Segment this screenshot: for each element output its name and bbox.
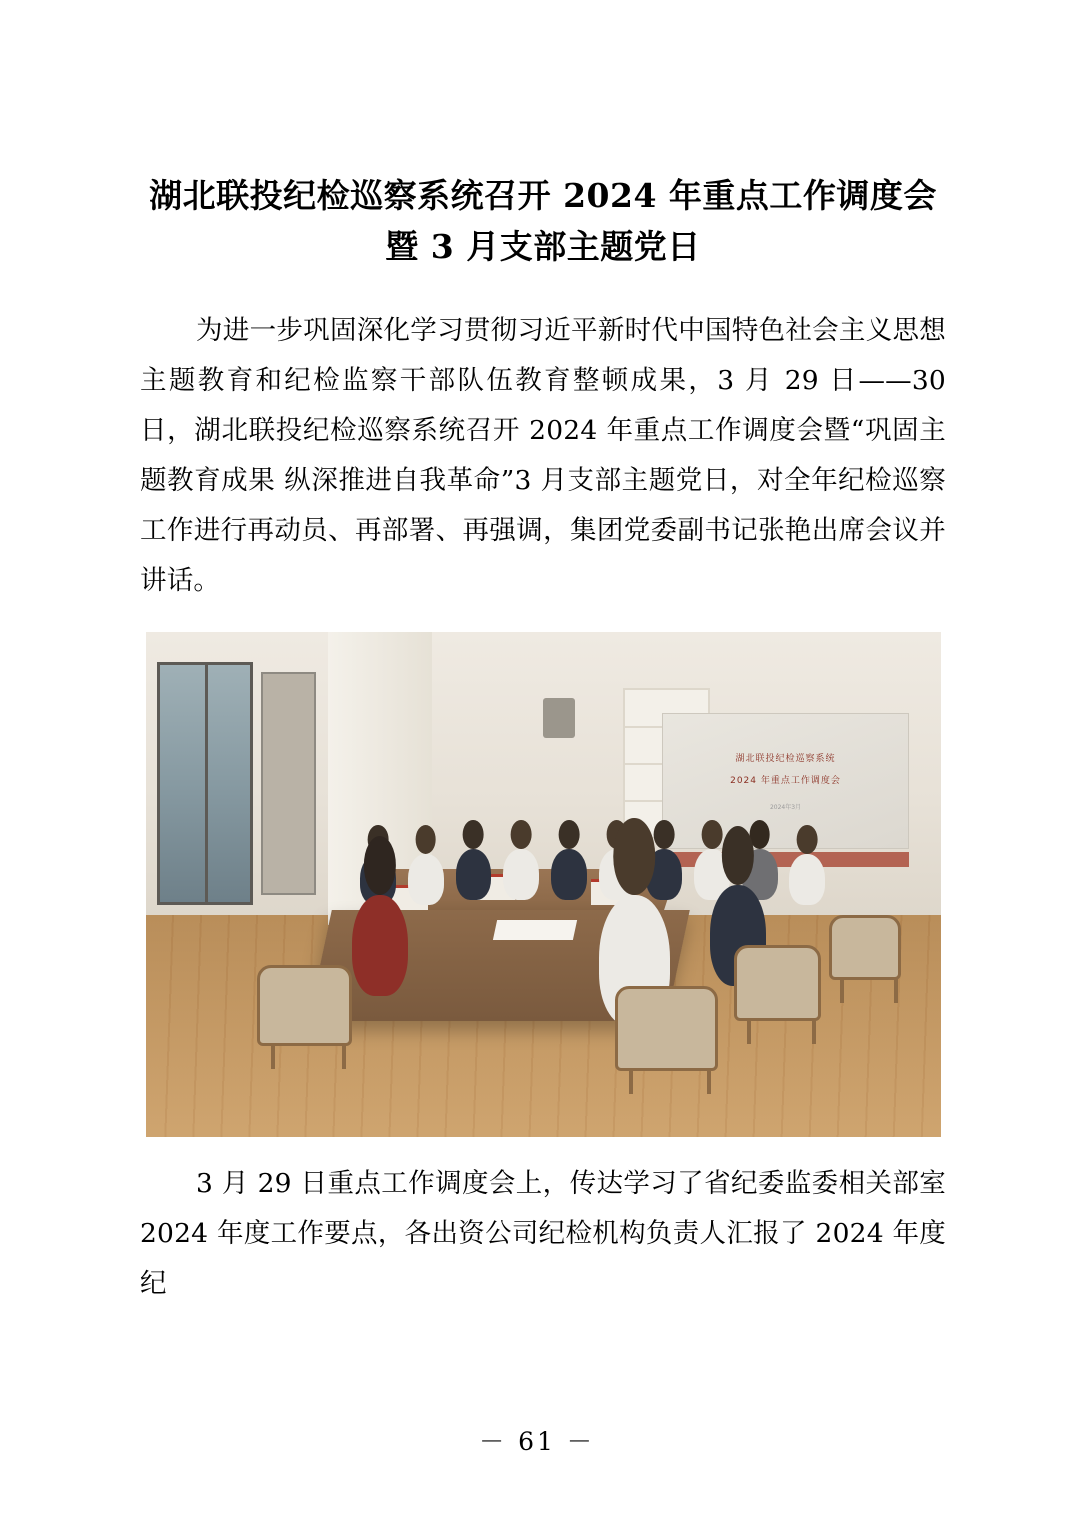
- photo-speaker: [543, 698, 575, 738]
- paragraph-1: 为进一步巩固深化学习贯彻习近平新时代中国特色社会主义思想主题教育和纪检监察干部队伍教育整顿成果，3 月 29 日——30 日，湖北联投纪检巡察系统召开 2024 年重点工作调度会暨“巩固主题教育成果 纵深推进自我革命”3 月支部主题党日，对全年纪检巡察工作进行再动员、再部署、再强调，集团党委副书记张艳出席会议并讲话。: [140, 315, 946, 596]
- photo-chair: [257, 965, 352, 1046]
- figure-container: [140, 632, 946, 1137]
- meeting-photo: [146, 632, 941, 1137]
- page-number: － 61 －: [479, 1427, 595, 1456]
- page-title: [140, 170, 946, 272]
- photo-attendee: [503, 849, 539, 900]
- photo-attendee: [789, 854, 825, 905]
- photo-attendee: [456, 849, 492, 900]
- photo-projection-screen: [662, 713, 908, 849]
- slide-title-line-1: 湖北联投纪检巡察系统: [735, 754, 836, 765]
- photo-chair: [829, 915, 901, 981]
- photo-chair: [615, 986, 718, 1072]
- photo-attendee: [408, 854, 444, 905]
- photo-door: [261, 672, 317, 894]
- slide-subtitle: 2024年3月: [769, 804, 802, 812]
- photo-chair: [734, 945, 821, 1021]
- title-line-2: 暨 3 月支部主题党日: [385, 227, 701, 266]
- title-line-1: 湖北联投纪检巡察系统召开 2024 年重点工作调度会: [149, 176, 937, 215]
- photo-attendee-foreground: [352, 895, 408, 996]
- photo-window: [157, 662, 252, 904]
- paragraph-2: 3 月 29 日重点工作调度会上，传达学习了省纪委监委相关部室 2024 年度工作要点，各出资公司纪检机构负责人汇报了 2024 年度纪: [140, 1168, 946, 1299]
- photo-attendee: [551, 849, 587, 900]
- photo-papers: [493, 920, 577, 940]
- slide-title-line-2: 2024 年重点工作调度会: [730, 775, 841, 786]
